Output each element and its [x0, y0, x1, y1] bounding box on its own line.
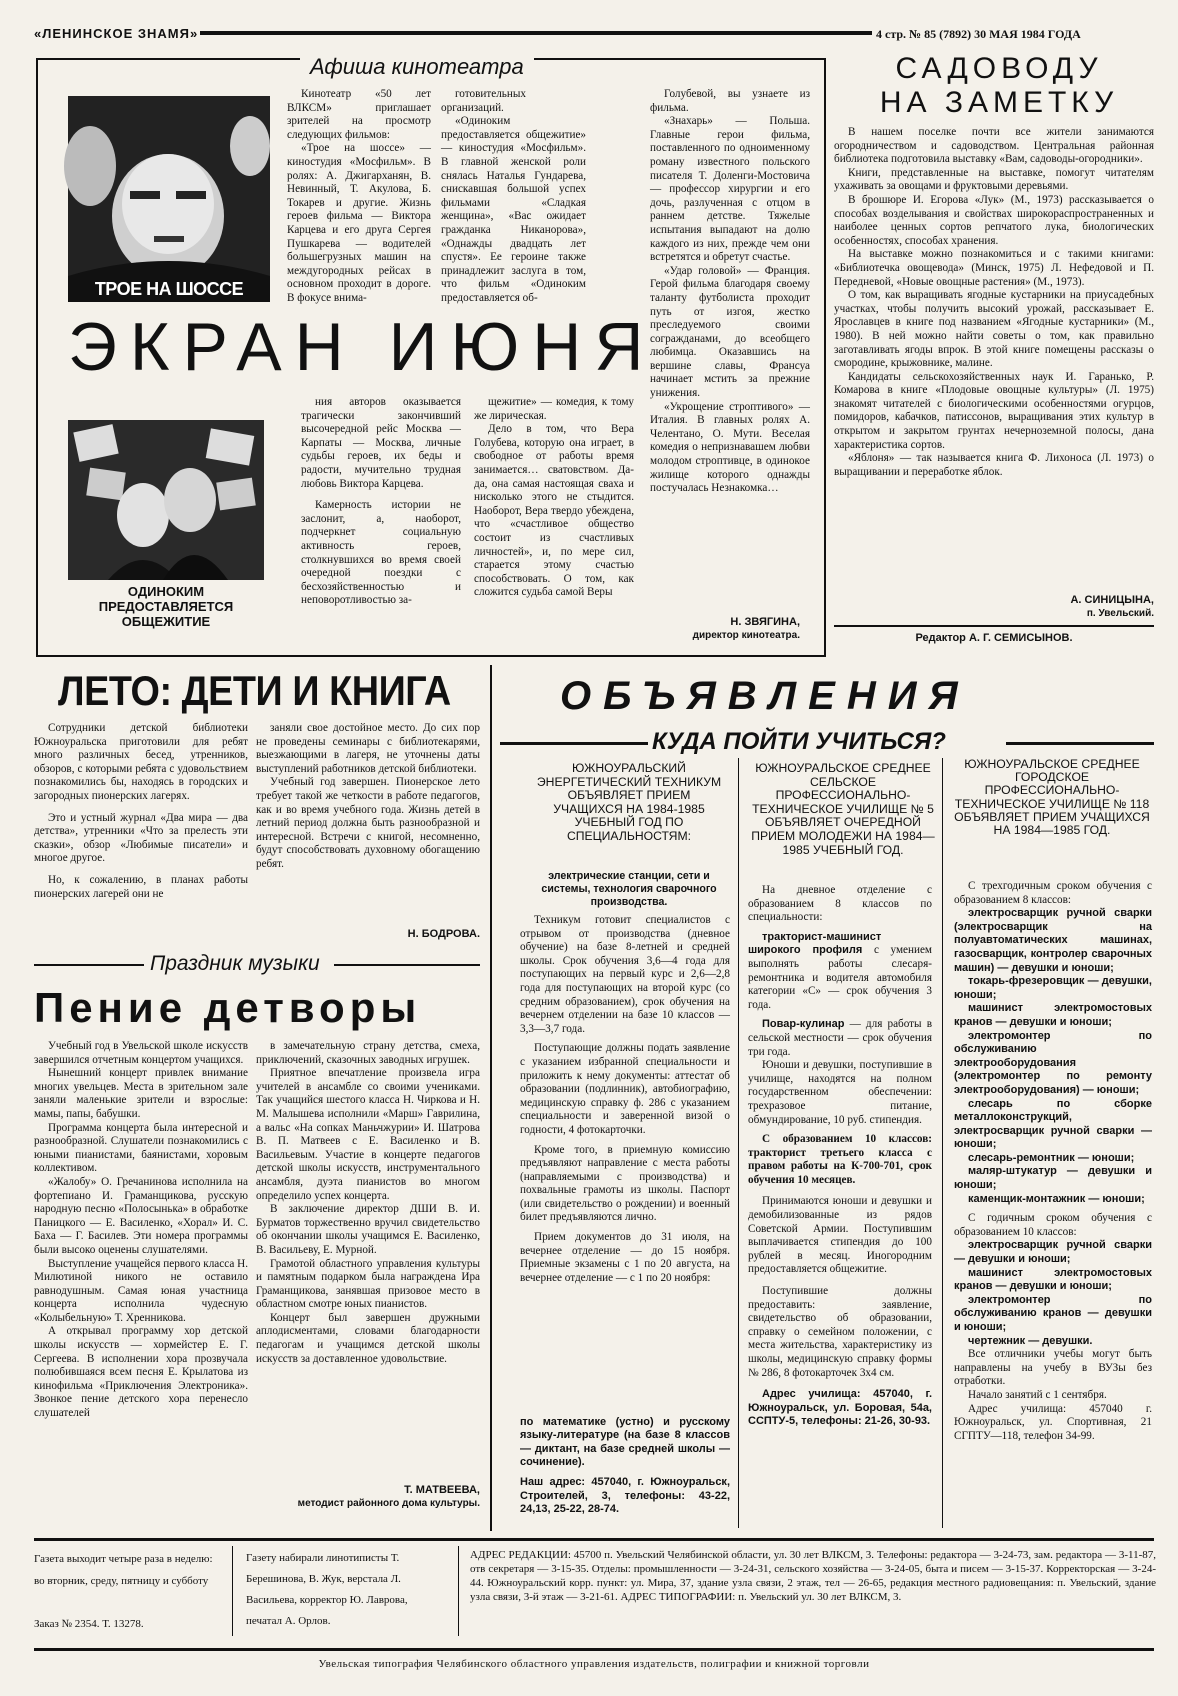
ads-col3-l4: электромонтер по обслуживанию электрооборудования (электромонтер по ремонту электрооборудования) — юноши;	[954, 1029, 1152, 1096]
ads-col3-p1: Все отличники учебы могут быть направлены на учебу в ВУЗы без отработки.	[954, 1348, 1152, 1388]
ads-col3-l7: маляр-штукатур — девушки и юноши;	[954, 1165, 1152, 1192]
cinema-rubric	[300, 54, 534, 80]
ads-col2-p5: Принимаются юноши и девушки и демобилизованные из рядов Советской Армии. Поступившим выплачивается стипендия до 100 рублей в месяц. Иногородним предоставляется общежитие.	[748, 1195, 932, 1276]
cinema-col-4	[301, 396, 461, 646]
garden-signature-place: п. Увельский.	[1086, 608, 1154, 619]
music-col1-p5: Выступление учащейся первого класса Н. Милютиной никого не оставило равнодушным. Самая юная участница концерта исполнила чудесную «Колыбельную» Т. Хренникова.	[34, 1257, 248, 1324]
masthead-issue: 4 стр. № 85 (7892) 30 МАЯ 1984 ГОДА	[876, 27, 1081, 41]
cinema-col3-p1: Голубевой, вы узнаете из фильма.	[650, 88, 810, 114]
garden-editor-rule	[834, 625, 1154, 627]
garden-p6: Кандидаты сельскохозяйственных наук И. Гаранько, Р. Комарова в книге «Плодовые овощные культуры» (Л. 1975) знакомят читателей с биологическими особенностями огурцов, помидоров, кабачков, патиссонов, выращивания этих культур в открытом и закрытом грунтах нечерноземной полосы, дана характеристика сортов.	[834, 370, 1154, 451]
ads-col3-l2: токарь-фрезеровщик — девушки, юноши;	[954, 975, 1152, 1001]
footer-top-rule	[34, 1538, 1154, 1541]
music-col2-p3: В заключение директор ДШИ В. И. Бурматов торжественно вручил свидетельство об окончании школы учащимся Е. Василенко, В. Васильеву, Е. Мурной.	[256, 1203, 480, 1256]
ads-col3-p3: Адрес училища: 457040 г. Южноуральск, ул. Спортивная, 21 СГПТУ—118, телефон 34-99.	[954, 1402, 1152, 1442]
ads-col1-p1: Техникум готовит специалистов с отрывом от производства (дневное обучение) на базе 8-летней и средней школы. Срок обучения 3,6—4 года для поступающих на первый курс и 2,6—2,8 года для поступающих на второй курс (со средним образованием), срок обучения на вечернем отделении на базе 10 классов — 3,3—3,7 года.	[520, 914, 730, 1035]
cinema-col-2	[441, 88, 586, 318]
ads-col3-l12: чертежник — девушки.	[968, 1334, 1093, 1347]
cinema-col2-p2: «Одиноким предоставляется общежитие» — киностудия «Мосфильм». В главной женской роли снялась Наталья Гундарева, снискавшая большой успех фильмами «Сладкая женщина», «Вас ожидает гражданка Никанорова», «Однажды двадцать лет спустя». Ее героине также принадлежит заслуга в том, что фильм «Одиноким предоставляется об-	[441, 115, 586, 304]
ads-col3-l1: электросварщик ручной сварки (электросварщик на полуавтоматических машинах, газосварщик, контролер сварочных машин) — девушки и юноши;	[954, 907, 1152, 974]
summer-signature: Н. БОДРОВА.	[407, 928, 480, 940]
music-col1-p4: «Жалобу» О. Гречанинова исполнила на фортепиано И. Граманщикова, русскую народную песню «Полосынька» в обработке Паницкого — Е. Василенко, «Хорал» И. С. Баха — Г. Басилев. Эти номера программы были высоко оценены слушателями.	[34, 1175, 248, 1256]
ads-col3-head: ЮЖНОУРАЛЬСКОЕ СРЕДНЕЕ ГОРОДСКОЕ ПРОФЕССИОНАЛЬНО-ТЕХНИЧЕСКОЕ УЧИЛИЩЕ № 118 ОБЪЯВЛЯЕТ ПРИЕМ УЧАЩИХСЯ НА 1984—1985 ГОД.	[954, 757, 1150, 838]
garden-editor: Редактор А. Г. СЕМИСЫНОВ.	[915, 632, 1073, 644]
garden-p1: В нашем поселке почти все жители занимаются огородничеством и садоводством. Центральная районная библиотека подготовила выставку «Вам, садоводы-огородники».	[834, 126, 1154, 166]
music-col2-p5: Концерт был завершен дружными аплодисментами, словами благодарности педагогам и учащимся детской школы искусств за доставленное удовольствие.	[256, 1311, 480, 1365]
music-rubric: Праздник музыки	[150, 952, 320, 975]
music-col1-p3: Программа концерта была интересной и разнообразной. Слушатели познакомились с юными пианистами, баянистами, хоровым коллективом.	[34, 1121, 248, 1175]
ads-divider-1	[738, 758, 739, 1528]
footer-order: Заказ № 2354. Т. 13278.	[34, 1618, 144, 1630]
ads-divider-2	[942, 758, 943, 1528]
ads-col2-p3: Юноши и девушки, поступившие в училище, находятся на полном государственном обеспечении: трехразовое питание, обмундирование, 10 руб. стипендия.	[748, 1059, 932, 1126]
footer-frequency-text: Газета выходит четыре раза в неделю: во вторник, среду, пятницу и субботу	[34, 1553, 213, 1587]
cinema-col3-p4: «Укрощение строптивого» — Италия. В главных ролях А. Челентано, О. Мути. Веселая комедия о непризнавашем любви молодом строптивце, в одинокое жилище которого однажды постучалась Незнакомка…	[650, 400, 810, 495]
ads-col2-p6: Поступившие должны предоставить: заявление, свидетельство об образовании, справку о семейном положении, с места жительства, характеристику из школы, медицинскую справку формы № 286, 8 фотокарточек 3x4 см.	[748, 1285, 932, 1379]
cinema-col5-p1: щежитие» — комедия, к тому же лирическая.	[474, 396, 634, 422]
cinema-headline: ЭКРАН ИЮНЯ	[68, 309, 657, 385]
cinema-col-5	[474, 396, 634, 646]
summer-col-1	[34, 722, 248, 932]
summer-col-2	[256, 722, 480, 922]
music-signature-role: методист районного дома культуры.	[297, 1498, 480, 1509]
ads-col2-p1	[748, 931, 932, 1013]
ads-col2-p4: С образованием 10 классов: тракторист третьего класса с правом работы на К-700-701, срок обучения 10 месяцев.	[748, 1133, 932, 1186]
music-col1-p2: Нынешний концерт привлек внимание многих увельцев. Места в зрительном зале заняли маленькие зрители и взрослые: мамы, папы, бабушки.	[34, 1067, 248, 1120]
ads-col2-head: ЮЖНОУРАЛЬСКОЕ СРЕДНЕЕ СЕЛЬСКОЕ ПРОФЕССИОНАЛЬНО-ТЕХНИЧЕСКОЕ УЧИЛИЩЕ № 5 ОБЪЯВЛЯЕТ ОЧЕРЕДНОЙ ПРИЕМ МОЛОДЕЖИ НА 1984—1985 УЧЕБНЫЙ ГОД.	[751, 761, 935, 857]
footer-div-2	[458, 1546, 459, 1636]
cinema-col4-p2: Камерность истории не заслонит, а, наоборот, подчеркнет социальную активность героев, столкнувшихся во время своей очередной поездки с бесхозяйственностью и неповоротливостью за-	[301, 499, 461, 607]
ads-col2-p2-text: — для работы в сельской местности — срок обучения три года.	[748, 1018, 932, 1058]
summer-col2-p2: Учебный год завершен. Пионерское лето требует такой же четкости в работе педагогов, как и во время учебного года. Жизнь детей в летний период должна быть разнообразной и интересной. Встречи с книгой, несомненно, будут способствовать духовному обогащению ребят.	[256, 776, 480, 870]
ads-col2-p2-spec: Повар-кулинар	[762, 1018, 845, 1031]
cinema-col3-p2: «Знахарь» — Польша. Главные герои фильма, поставленного по одноименному роману известного польского писателя Т. Доленги-Мостовича — профессор хирургии и его дочь, разлученная с отцом в раннем детстве. Тяжелые испытания выпадают на долю каждого из них, прежде чем они встретятся и обретут счастье.	[650, 115, 810, 264]
music-headline: Пение детворы	[34, 984, 422, 1031]
cinema-signature: Н. ЗВЯГИНА,	[730, 616, 800, 628]
ads-col2-p1-spec: тракторист-машинист широкого профиля	[748, 930, 882, 957]
ads-col1-p3: Кроме того, в приемную комиссию предъявляют направление с места работы (направляемыми с производства) и похвальные грамоты из школы. Паспорт (или свидетельство о рождении) и военный билет предъявляются лично.	[520, 1143, 730, 1224]
ads-col3-intro: С трехгодичным сроком обучения с образованием 8 классов:	[954, 880, 1152, 906]
ads-col1-p2: Поступающие должны подать заявление с указанием избранной специальности и приложить к нему документы: аттестат об образовании (подлинник), автобиографию, медицинскую справку ф. 286 с указанием специальности и заверенной визой о годности, 4 фотокарточки.	[520, 1042, 730, 1136]
cinema-col1-p1: Кинотеатр «50 лет ВЛКСМ» приглашает зрителей на просмотр следующих фильмов:	[287, 88, 431, 141]
footer-staff: Газету набирали линотиписты Т. Берешинова, В. Жук, верстала Л. Васильева, корректор Ю. Лаврова, печатал А. Орлов.	[246, 1552, 408, 1627]
ads-col2-body	[748, 884, 932, 1529]
cinema-col4-p1: ния авторов оказывается трагически закончивший высочередной рейс Москва — Карпаты — Москва, личные судьбы героев, их беды и радости, мучительно трудная любовь Виктора Карцева.	[301, 396, 461, 490]
garden-p3: В брошюре И. Егорова «Лук» (М., 1973) рассказывается о способах возделывания и свойствах широкораспространенных и наиболее ценных сортов репчатого лука, биологических особенностях, способах хранения.	[834, 193, 1154, 247]
ads-col2-p2	[748, 1018, 932, 1059]
music-rule-right	[334, 964, 480, 966]
summer-col1-p1: Сотрудники детской библиотеки Южноуральска приготовили для ребят много различных бесед, утренников, обзоров, с которыми ребята с удовольствием познакомились бы, находясь в городских и загородных пионерских лагерях.	[34, 722, 248, 802]
column-divider	[490, 665, 492, 1531]
ads-col1-spec: электрические станции, сети и системы, технология сварочного производства.	[541, 870, 717, 908]
ads-col1-p4: Прием документов до 31 июля, на вечернее отделение — до 15 ноября. Приемные экзамены с 1 по 20 августа, на вечернее отделение — с 1 по 20 ноября:	[520, 1231, 730, 1284]
ads-col3-intro2: С годичным сроком обучения с образованием 10 классов:	[954, 1212, 1152, 1238]
ads-col3-l8: каменщик-монтажник — юноши;	[968, 1192, 1145, 1205]
poster-troe-na-shosse	[68, 96, 270, 302]
ads-headline: ОБЪЯВЛЕНИЯ	[560, 674, 970, 718]
ads-col3-l11: электромонтер по обслуживанию кранов — девушки и юноши;	[954, 1293, 1152, 1333]
cinema-col2-p1: готовительных организаций.	[441, 88, 526, 114]
garden-p7: «Яблоня» — так называется книга Ф. Лихоноса (Л. 1973) о выращивании и переработке яблок.	[834, 452, 1154, 478]
poster-troe-art	[68, 96, 270, 302]
poster2-title: ОДИНОКИМ ПРЕДОСТАВЛЯЕТСЯ ОБЩЕЖИТИЕ	[98, 584, 234, 629]
ads-col3-l6: слесарь-ремонтник — юноши;	[968, 1151, 1135, 1164]
ads-col1-address: Наш адрес: 457040, г. Южноуральск, Строителей, 3, телефоны: 43-22, 24,13, 25-22, 28-74.	[520, 1476, 730, 1516]
cinema-col3-p3: «Удар головой» — Франция. Герой фильма благодаря своему таланту футболиста проходит путь от изгоя, жестко преследуемого своими согражданами, до всеобщего любимца. Оказавшись на вершине славы, Франсуа начинает мстить за прежние унижения.	[650, 264, 810, 400]
footer-address: АДРЕС РЕДАКЦИИ: 45700 п. Увельский Челябинской области, ул. 30 лет ВЛКСМ, 3. Телефоны: редактора — 3-24-73, зам. редактора — 3-11-87, отв секретаря — 3-15-35. Отделы: промышленности — 3-24-31, сельского хозяйства — 3-24-05, быта и писем — 3-15-37. Корректорская — 3-24-44. Южноуральский корр. пункт: ул. Мира, 37, здание узла связи, 2 этаж, тел — 26-65, редакция местного радиовещания: п. Увельский, здание узла связи, 3-й этаж — 3-21-61. АДРЕС ТИПОГРАФИИ: п. Увельский ул. 30 лет ВЛКСМ, 3.	[470, 1549, 1156, 1603]
ads-subheadline: КУДА ПОЙТИ УЧИТЬСЯ?	[652, 728, 946, 755]
ads-col1-head: ЮЖНОУРАЛЬСКИЙ ЭНЕРГЕТИЧЕСКИЙ ТЕХНИКУМ ОБЪЯВЛЯЕТ ПРИЕМ УЧАЩИХСЯ НА 1984-1985 УЧЕБНЫЙ ГОД ПО СПЕЦИАЛЬНОСТЯМ:	[536, 761, 722, 843]
cinema-col-3	[650, 88, 810, 633]
cinema-rubric-text: Афиша кинотеатра	[310, 54, 524, 79]
poster-odinokim-art	[68, 420, 264, 580]
poster-odinokim	[68, 420, 264, 629]
music-col2-p4: Грамотой областного управления культуры и памятным подарком была награждена Ира Граманщикова, занявшая призовое место в областном смотре юных пианистов.	[256, 1257, 480, 1311]
cinema-col1-p2: «Трое на шоссе» — киностудия «Мосфильм». В ролях: А. Джигарханян, В. Невинный, Т. Акулова, Б. Токарев и другие. Жизнь героев фильма — Виктора Карцева и его друга Сергея Пушкарева — водителей большегрузных машин на междугородных рейсах в основном проходит в дороге. В фокусе внима-	[287, 142, 431, 304]
ads-rule-left	[500, 742, 648, 745]
masthead-paper-name: «ЛЕНИНСКОЕ ЗНАМЯ»	[34, 26, 199, 41]
ads-col3-l9: электросварщик ручной сварки — девушки и юноши;	[954, 1239, 1152, 1266]
ads-col3-body	[954, 880, 1152, 1530]
cinema-signature-role: директор кинотеатра.	[692, 630, 800, 641]
music-signature: Т. МАТВЕЕВА,	[404, 1484, 480, 1496]
summer-col1-p2: Это и устный журнал «Два мира — два детства», утренники «Что за прелесть эти сказки», обзор «Любимые писатели» и многое другое.	[34, 811, 248, 865]
ads-col2-intro: На дневное отделение с образованием 8 классов по специальности:	[748, 884, 932, 924]
summer-headline: ЛЕТО: ДЕТИ И КНИГА	[58, 667, 451, 714]
ads-col1-exams: по математике (устно) и русскому языку-литературе (на базе 8 классов — диктант, на базе средней школы — сочинение).	[520, 1416, 730, 1469]
summer-col1-p3: Но, к сожалению, в планах работы пионерских лагерей они не	[34, 873, 248, 900]
cinema-col-1	[287, 88, 431, 318]
music-col2-p1: в замечательную страну детства, смеха, приключений, сказочных заводных игрушек.	[256, 1040, 480, 1066]
garden-p2: Книги, представленные на выставке, помогут читателям ухаживать за овощами и фруктовыми деревьями.	[834, 166, 1154, 193]
ads-col3-p2: Начало занятий с 1 сентября.	[968, 1388, 1107, 1401]
ads-col3-l3: машинист электромостовых кранов — девушки и юноши;	[954, 1002, 1152, 1028]
garden-p5: О том, как выращивать ягодные кустарники на приусадебных участках, чтобы получить высокий урожай, рассказывает Е. Ярославцев в книге под названием «Ягодные кустарники» (М., 1980). В ней можно найти советы о том, как правильно заготавливать ягоды впрок. В этой книге помещены рассказы о смородине, крыжовнике, малине.	[834, 289, 1154, 370]
ads-col2-p1-text: с умением выполнять работы слесаря-ремонтника и водителя автомобиля категории «С» — срок обучения 3 года.	[748, 944, 933, 1011]
poster1-title: ТРОЕ НА ШОССЕ	[94, 279, 244, 299]
ads-col3-l10: машинист электромостовых кранов — девушки и юноши;	[954, 1266, 1152, 1293]
footer-frequency	[34, 1548, 214, 1628]
ads-col2-address: Адрес училища: 457040, г. Южноуральск, ул. Боровая, 54а, ССПТУ-5, телефоны: 21-26, 30-93.	[748, 1388, 932, 1428]
footer-bottom-rule	[34, 1648, 1154, 1651]
ads-col1-body	[520, 914, 730, 1394]
garden-headline-1: САДОВОДУ	[895, 52, 1103, 85]
ads-col3-l5: слесарь по сборке металлоконструкций, электросварщик ручной сварки — юноши;	[954, 1097, 1152, 1151]
garden-p4: На выставке можно познакомиться и с такими книгами: «Библиотечка овощевода» (Минск, 1975) Л. Нефедовой и П. Передневой, «Новые овощные растения» (М., 1973).	[834, 248, 1154, 288]
footer-div-1	[232, 1546, 233, 1636]
ads-rule-right	[1006, 742, 1154, 745]
summer-col2-p1: заняли свое достойное место. До сих пор не проведены семинары с библиотекарями, выезжающими в лагеря, не уточнены даты выступлений работников детской библиотеки.	[256, 722, 480, 775]
garden-headline-2: НА ЗАМЕТКУ	[879, 86, 1119, 119]
garden-signature: А. СИНИЦЫНА,	[1070, 594, 1154, 606]
music-col1-p6: А открывал программу хор детской школы искусств — хормейстер Е. Г. Сергеева. В исполнении хора прозвучала полюбившаяся всем песня Е. Крылатова из кинофильма «Приключения Электроника». Звонкое пение детского хора перенесло слушателей	[34, 1325, 248, 1420]
music-col1-p1: Учебный год в Увельской школе искусств завершился отчетным концертом учащихся.	[34, 1040, 248, 1066]
music-col-2	[256, 1040, 480, 1480]
music-col2-p2: Приятное впечатление произвела игра учителей в ансамбле со своими учениками. Так учащийся шестого класса Н. Чиркова и Н. М. Малышева исполнили «Марш» Гаврилина, а вальс «На сопках Маньчжурии» И. Шатрова В. П. Матвеев с Е. Василенко и В. Васильевым. Участие в концерте педагогов детской школы искусств, инструментального ансамбля, дуэта пианистов во многом определило успех концерта.	[256, 1067, 480, 1202]
music-rule-left	[34, 964, 144, 966]
masthead-rule	[200, 31, 872, 35]
footer-printer: Увельская типография Челябинского областного управления издательств, полиграфии и книжной торговли	[318, 1658, 870, 1670]
garden-text	[834, 126, 1154, 594]
music-col-1	[34, 1040, 248, 1526]
cinema-col5-p2: Дело в том, что Вера Голубева, которую она играет, в свободное от работы время занимается… сватовством. Да-да, она самая настоящая сваха и нисколько этого не стыдится. Наоборот, Вера твердо убеждена, что «счастливое общество состоит из счастливых личностей», и, по мере сил, старается этому счастью способствовать. О том, как сложится судьба самой Веры	[474, 423, 634, 599]
